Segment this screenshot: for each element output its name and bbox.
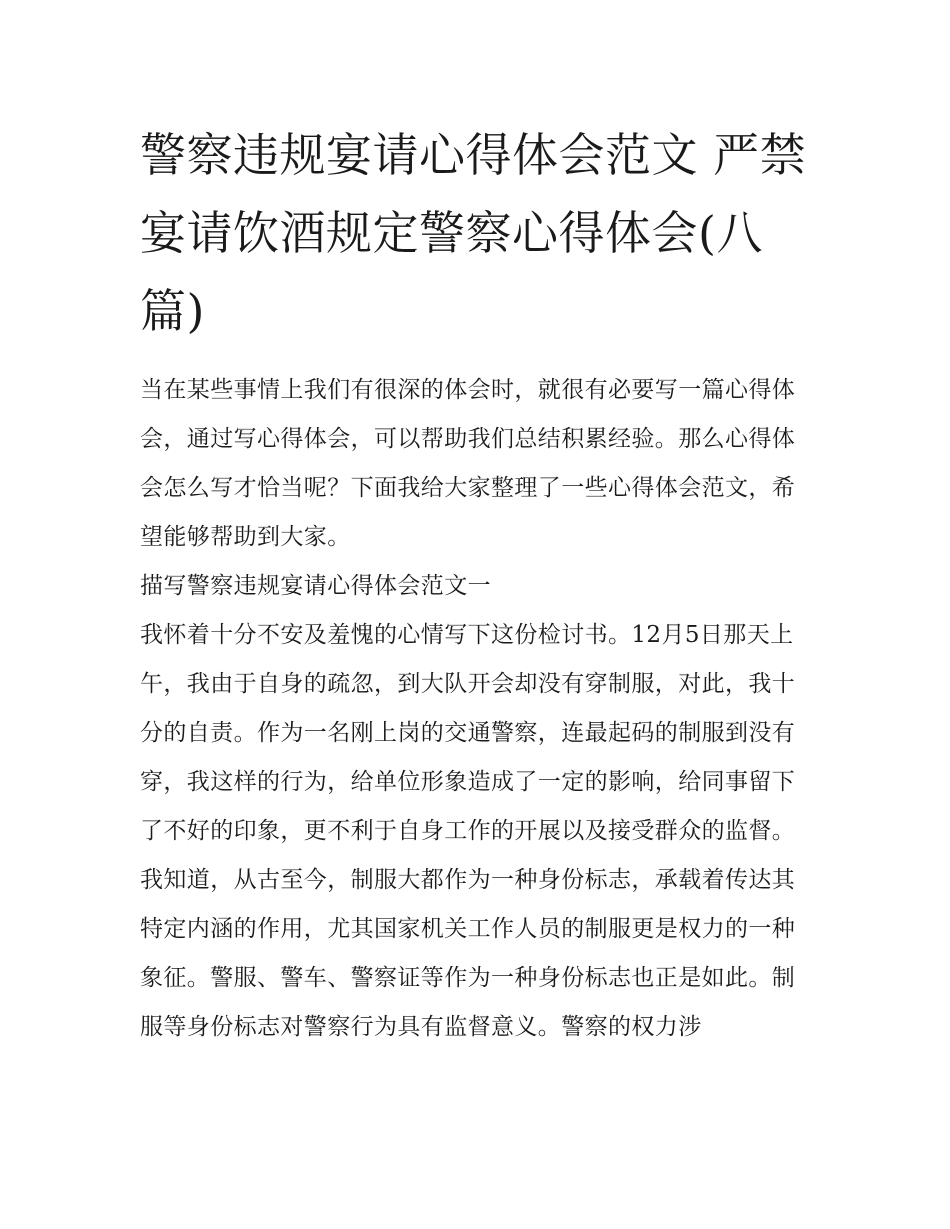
intro-paragraph: 当在某些事情上我们有很深的体会时，就很有必要写一篇心得体会，通过写心得体会，可以帮助我们总结积累经验。那么心得体会怎么写才恰当呢？下面我给大家整理了一些心得体会范文，希望能够帮助到大家。 xyxy=(140,377,796,550)
document-title: 警察违规宴请心得体会范文 严禁宴请饮酒规定警察心得体会(八篇) xyxy=(140,128,807,338)
document-body xyxy=(140,116,814,1052)
section-heading: 描写警察违规宴请心得体会范文一 xyxy=(140,573,491,599)
body-paragraph: 我怀着十分不安及羞愧的心情写下这份检讨书。12月5日那天上午，我由于自身的疏忽，到大队开会却没有穿制服，对此，我十分的自责。作为一名刚上岗的交通警察，连最起码的制服到没有穿，我这样的行为，给单位形象造成了一定的影响，给同事留下了不好的印象，更不利于自身工作的开展以及接受群众的监督。 xyxy=(140,622,796,844)
body-paragraph: 我知道，从古至今，制服大都作为一种身份标志，承载着传达其特定内涵的作用，尤其国家机关工作人员的制服更是权力的一种象征。警服、警车、警察证等作为一种身份标志也正是如此。制服等身份标志对警察行为具有监督意义。警察的权力涉 xyxy=(140,867,796,1040)
